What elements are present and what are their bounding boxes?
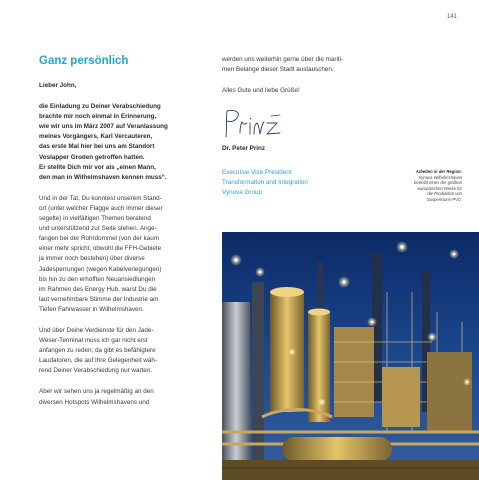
handwritten-signature	[222, 107, 292, 141]
text-line: europäischen Werke für	[417, 185, 462, 191]
text-line: Aber wir sehen uns ja regelmäßig an den	[39, 388, 154, 396]
text-line: Er stellte Dich mir vor als „einen Mann,	[39, 163, 156, 171]
text-line: betreibt eines der größten	[414, 180, 462, 186]
text-line: werden uns weiterhin gerne über die mariti-	[222, 56, 344, 63]
letter-left-column	[39, 55, 197, 419]
text-line: und unterstützend zur Seite stehen. Ange-	[39, 225, 157, 233]
text-line: ort (unter welcher Flagge auch immer dieser	[39, 204, 163, 212]
text-line: das erste Mal hier bei uns am Standort	[39, 143, 155, 151]
text-line: Und über Deine Verdienste für den Jade-	[39, 326, 154, 334]
page-number: 141	[446, 14, 457, 20]
text-line: Vynova Wilhelmshaven	[418, 174, 462, 180]
text-line: laut vernehmbare Stimme der Industrie am	[39, 295, 159, 303]
intro-paragraph	[39, 102, 197, 183]
text-line: Und in der Tat, Du konntest unserem Stand-	[39, 194, 162, 202]
signer-name: Dr. Peter Prinz	[222, 145, 266, 153]
text-line: rend Deiner Verabschiedung nur warten.	[39, 367, 153, 375]
text-line: Transformation and Integration	[222, 179, 308, 187]
sidenote	[372, 169, 462, 202]
text-line: Tiefen Fahrwasser in Wilhelmshaven.	[39, 305, 144, 313]
text-line: fangen bei der Rohrdommel (von der kaum	[39, 235, 160, 243]
text-line: einer mehr spricht, obwohl die FFH-Gebiete	[39, 245, 162, 253]
body-paragraph-2	[39, 326, 197, 376]
text-line: die Produktion von	[427, 191, 462, 197]
industrial-plant-photo	[222, 232, 479, 480]
text-line: men Belange dieser Stadt austauschen.	[222, 66, 334, 74]
text-line: Executive Vice President	[222, 169, 292, 177]
letter-right-column	[222, 55, 462, 228]
salutation: Lieber John,	[39, 82, 77, 89]
text-line: den man in Wilhelmshaven kennen muss“.	[39, 173, 167, 181]
text-line: Laudatoren, die auf Ihre Gelegenheit wäh-	[39, 357, 157, 365]
body-paragraph-1	[39, 194, 197, 315]
text-line: diversen Hotspots Wilhelmshavens und	[39, 398, 150, 406]
text-line: Voslapper Groden getroffen hatten.	[39, 153, 145, 161]
plant-illustration	[222, 232, 479, 480]
text-line: ja immer noch bestehen) über diverse	[39, 255, 145, 263]
closing-line: Alles Gute und liebe Grüße!	[222, 87, 300, 95]
sidenote-title: Arbeiten in der Region:	[415, 169, 462, 175]
signer-details	[222, 168, 462, 228]
text-line: im Rahmen des Energy Hub, warst Du die	[39, 285, 157, 293]
text-line: bis hin zu den erhofften Neuansiedlungen	[39, 275, 156, 283]
text-line: brachte mir noch einmal in Erinnerung,	[39, 113, 157, 121]
text-line: Vynova Group	[222, 189, 263, 197]
page-title: Ganz persönlich	[39, 55, 129, 67]
text-line: meines Vorgängers, Karl Vercauteren,	[39, 133, 153, 141]
text-line: anfangen zu reden; da gibt es befähigtere	[39, 347, 156, 355]
text-line: wie wir uns im März 2007 auf Veranlassung	[39, 123, 168, 131]
body-paragraph-3	[39, 387, 197, 407]
text-line: Suspensions-PVC.	[426, 196, 462, 202]
text-line: Weser-Terminal muss ich gar nicht erst	[39, 337, 148, 345]
continuation-paragraph	[222, 55, 462, 75]
text-line: segelte) in vielfältigen Themen beratend	[39, 215, 151, 223]
text-line: die Einladung zu Deiner Verabschiedung	[39, 103, 161, 111]
text-line: Jadesperrungen (wegen Kabelverlegungen)	[39, 265, 162, 273]
signer-role	[222, 168, 340, 198]
